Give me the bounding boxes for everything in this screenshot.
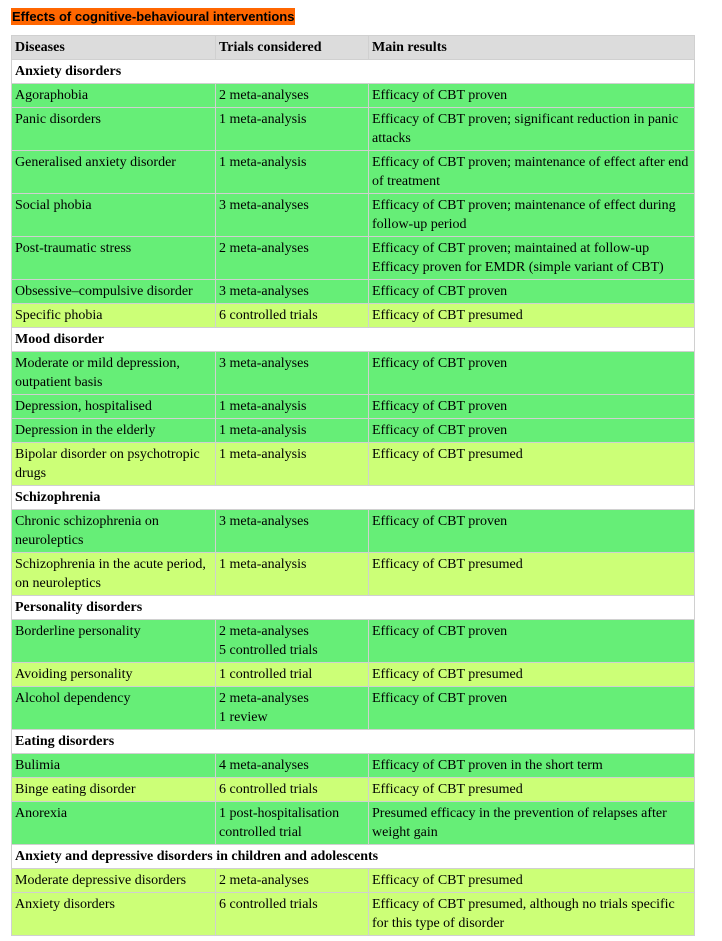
table-row: [12, 352, 695, 395]
trials-line: 6 controlled trials: [219, 782, 318, 797]
trials-cell: [216, 151, 369, 194]
trials-cell: [216, 395, 369, 419]
results-cell: [369, 352, 695, 395]
results-cell: [369, 510, 695, 553]
results-cell: [369, 443, 695, 486]
results-line: Efficacy of CBT presumed: [372, 667, 523, 682]
trials-line: 3 meta-analyses: [219, 514, 309, 529]
trials-line: 2 meta-analyses: [219, 691, 309, 706]
results-line: Efficacy of CBT presumed, although no trials specific for this type of disorder: [372, 897, 675, 931]
disease-cell: Social phobia: [12, 194, 216, 237]
table-row: [12, 754, 695, 778]
trials-line: 2 meta-analyses: [219, 873, 309, 888]
disease-cell: Bipolar disorder on psychotropic drugs: [12, 443, 216, 486]
results-cell: [369, 687, 695, 730]
section-heading: Anxiety disorders: [12, 60, 695, 84]
disease-cell: Agoraphobia: [12, 84, 216, 108]
results-cell: [369, 754, 695, 778]
table-row: [12, 395, 695, 419]
results-line: Efficacy of CBT proven: [372, 399, 508, 414]
table-row: [12, 893, 695, 936]
results-line: Efficacy of CBT proven: [372, 423, 508, 438]
results-cell: [369, 395, 695, 419]
trials-line: 1 controlled trial: [219, 667, 313, 682]
section-heading: Personality disorders: [12, 596, 695, 620]
results-cell: [369, 419, 695, 443]
trials-cell: [216, 893, 369, 936]
disease-cell: Avoiding personality: [12, 663, 216, 687]
table-row: [12, 443, 695, 486]
results-line: Presumed efficacy in the prevention of relapses after weight gain: [372, 806, 667, 840]
table-row: [12, 553, 695, 596]
trials-line: 6 controlled trials: [219, 308, 318, 323]
column-header-trials: Trials considered: [216, 36, 369, 60]
disease-cell: Obsessive–compulsive disorder: [12, 280, 216, 304]
results-line: Efficacy of CBT proven: [372, 88, 508, 103]
results-line: Efficacy of CBT proven: [372, 284, 508, 299]
trials-cell: [216, 84, 369, 108]
trials-cell: [216, 419, 369, 443]
column-header-results: Main results: [369, 36, 695, 60]
results-cell: [369, 108, 695, 151]
disease-cell: Specific phobia: [12, 304, 216, 328]
results-cell: [369, 869, 695, 893]
results-line: Efficacy of CBT proven: [372, 356, 508, 371]
table-row: [12, 280, 695, 304]
trials-cell: [216, 802, 369, 845]
trials-cell: [216, 663, 369, 687]
trials-line: 5 controlled trials: [219, 643, 318, 658]
interventions-table: [11, 35, 695, 936]
section-row: [12, 730, 695, 754]
results-line: Efficacy of CBT presumed: [372, 873, 523, 888]
disease-cell: Binge eating disorder: [12, 778, 216, 802]
table-row: [12, 663, 695, 687]
disease-cell: Panic disorders: [12, 108, 216, 151]
disease-cell: Moderate depressive disorders: [12, 869, 216, 893]
disease-cell: Chronic schizophrenia on neuroleptics: [12, 510, 216, 553]
results-line: Efficacy of CBT presumed: [372, 308, 523, 323]
results-line: Efficacy of CBT proven; maintained at follow-up: [372, 241, 650, 256]
section-heading: Schizophrenia: [12, 486, 695, 510]
trials-cell: [216, 443, 369, 486]
disease-cell: Depression in the elderly: [12, 419, 216, 443]
trials-line: 1 post-hospitalisation controlled trial: [219, 806, 340, 840]
section-row: [12, 845, 695, 869]
table-row: [12, 869, 695, 893]
results-cell: [369, 194, 695, 237]
disease-cell: Anxiety disorders: [12, 893, 216, 936]
results-line: Efficacy proven for EMDR (simple variant of CBT): [372, 260, 664, 275]
disease-cell: Borderline personality: [12, 620, 216, 663]
disease-cell: Post-traumatic stress: [12, 237, 216, 280]
results-cell: [369, 280, 695, 304]
disease-cell: Generalised anxiety disorder: [12, 151, 216, 194]
trials-line: 3 meta-analyses: [219, 356, 309, 371]
page-title: Effects of cognitive-behavioural interventions: [12, 9, 295, 24]
trials-line: 3 meta-analyses: [219, 284, 309, 299]
table-row: [12, 802, 695, 845]
section-row: [12, 60, 695, 84]
table-row: [12, 108, 695, 151]
trials-cell: [216, 510, 369, 553]
table-row: [12, 620, 695, 663]
trials-cell: [216, 869, 369, 893]
results-cell: [369, 893, 695, 936]
results-line: Efficacy of CBT proven in the short term: [372, 758, 603, 773]
results-cell: [369, 620, 695, 663]
table-row: [12, 510, 695, 553]
disease-cell: Moderate or mild depression, outpatient basis: [12, 352, 216, 395]
trials-cell: [216, 778, 369, 802]
results-cell: [369, 237, 695, 280]
trials-line: 1 meta-analysis: [219, 155, 307, 170]
table-header-row: [12, 36, 695, 60]
results-line: Efficacy of CBT proven; maintenance of effect after end of treatment: [372, 155, 689, 189]
trials-line: 1 meta-analysis: [219, 557, 307, 572]
table-body: [12, 60, 695, 936]
trials-line: 2 meta-analyses: [219, 241, 309, 256]
table-row: [12, 194, 695, 237]
table-row: [12, 237, 695, 280]
trials-line: 2 meta-analyses: [219, 624, 309, 639]
section-row: [12, 596, 695, 620]
trials-cell: [216, 280, 369, 304]
table-row: [12, 84, 695, 108]
disease-cell: Bulimia: [12, 754, 216, 778]
section-row: [12, 486, 695, 510]
trials-cell: [216, 687, 369, 730]
results-line: Efficacy of CBT presumed: [372, 782, 523, 797]
results-cell: [369, 151, 695, 194]
table-row: [12, 419, 695, 443]
trials-line: 6 controlled trials: [219, 897, 318, 912]
trials-cell: [216, 194, 369, 237]
results-cell: [369, 663, 695, 687]
section-heading: Mood disorder: [12, 328, 695, 352]
trials-line: 1 review: [219, 710, 268, 725]
results-line: Efficacy of CBT proven: [372, 691, 508, 706]
results-line: Efficacy of CBT presumed: [372, 447, 523, 462]
disease-cell: Schizophrenia in the acute period, on neuroleptics: [12, 553, 216, 596]
table-row: [12, 151, 695, 194]
column-header-diseases: Diseases: [12, 36, 216, 60]
table-row: [12, 778, 695, 802]
trials-cell: [216, 108, 369, 151]
trials-line: 4 meta-analyses: [219, 758, 309, 773]
section-row: [12, 328, 695, 352]
section-heading: Eating disorders: [12, 730, 695, 754]
results-line: Efficacy of CBT proven; significant reduction in panic attacks: [372, 112, 679, 146]
trials-line: 3 meta-analyses: [219, 198, 309, 213]
results-cell: [369, 778, 695, 802]
table-row: [12, 687, 695, 730]
disease-cell: Anorexia: [12, 802, 216, 845]
disease-cell: Alcohol dependency: [12, 687, 216, 730]
results-cell: [369, 553, 695, 596]
results-cell: [369, 84, 695, 108]
disease-cell: Depression, hospitalised: [12, 395, 216, 419]
results-cell: [369, 304, 695, 328]
section-heading: Anxiety and depressive disorders in children and adolescents: [12, 845, 695, 869]
trials-cell: [216, 754, 369, 778]
trials-line: 2 meta-analyses: [219, 88, 309, 103]
table-row: [12, 304, 695, 328]
results-line: Efficacy of CBT proven; maintenance of effect during follow-up period: [372, 198, 676, 232]
results-line: Efficacy of CBT proven: [372, 624, 508, 639]
trials-line: 1 meta-analysis: [219, 423, 307, 438]
trials-line: 1 meta-analysis: [219, 399, 307, 414]
trials-cell: [216, 304, 369, 328]
trials-line: 1 meta-analysis: [219, 447, 307, 462]
trials-cell: [216, 352, 369, 395]
trials-cell: [216, 553, 369, 596]
results-cell: [369, 802, 695, 845]
results-line: Efficacy of CBT presumed: [372, 557, 523, 572]
results-line: Efficacy of CBT proven: [372, 514, 508, 529]
trials-line: 1 meta-analysis: [219, 112, 307, 127]
trials-cell: [216, 620, 369, 663]
trials-cell: [216, 237, 369, 280]
